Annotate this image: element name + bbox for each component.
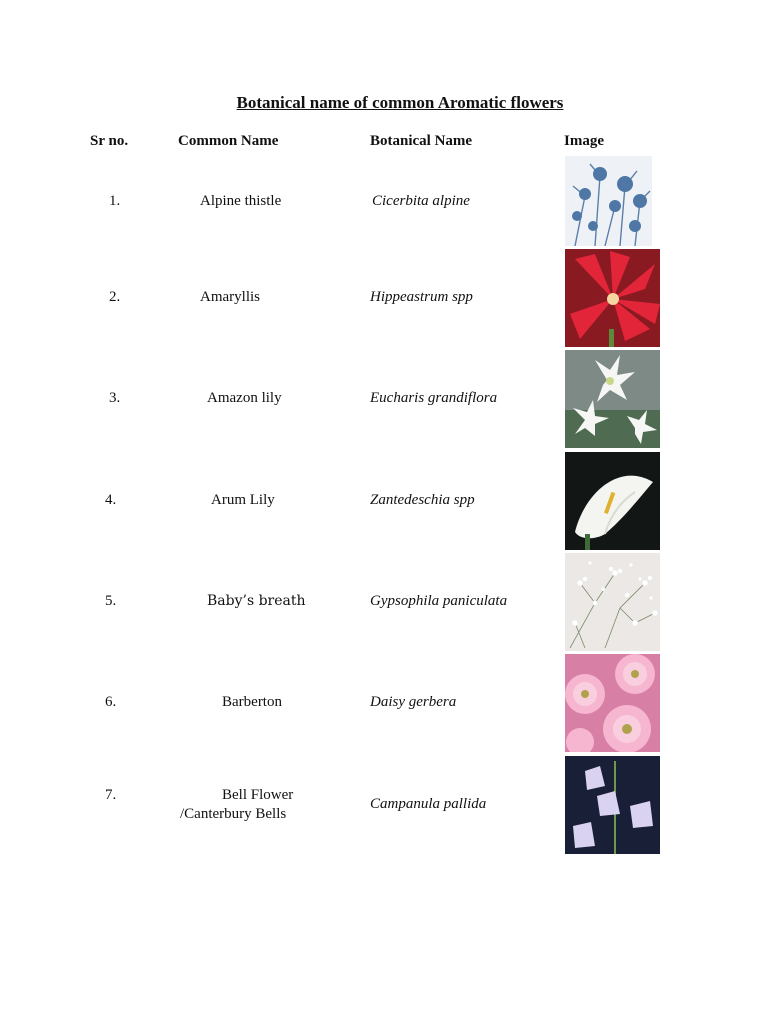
arum-lily-photo [565, 452, 660, 550]
header-sr-no: Sr no. [90, 133, 129, 149]
row-7-common-name-line2: /Canterbury Bells [180, 806, 287, 822]
bellflower-photo [565, 756, 660, 854]
document-title: Botanical name of common Aromatic flowers [236, 93, 564, 112]
row-3-common-name: Amazon lily [207, 390, 282, 406]
row-5-sr: 5. [105, 593, 117, 609]
row-2-sr: 2. [109, 289, 121, 305]
row-6-common-name: Barberton [222, 694, 282, 710]
row-2-common-name: Amaryllis [200, 289, 260, 305]
amazon-lily-photo [565, 350, 660, 448]
row-4-botanical-name: Zantedeschia spp [370, 492, 475, 508]
row-4-common-name: Arum Lily [211, 492, 275, 508]
row-3-sr: 3. [109, 390, 121, 406]
row-2-botanical-name: Hippeastrum spp [370, 289, 473, 305]
row-7-sr: 7. [105, 787, 117, 803]
row-5-common-name: Baby’s breath [207, 593, 306, 609]
amaryllis-photo [565, 249, 660, 347]
header-common-name: Common Name [178, 133, 279, 149]
header-image: Image [564, 133, 604, 149]
alpine-thistle-photo [565, 156, 652, 246]
row-6-sr: 6. [105, 694, 117, 710]
babys-breath-photo [565, 553, 660, 651]
row-1-botanical-name: Cicerbita alpine [372, 193, 470, 209]
row-4-sr: 4. [105, 492, 117, 508]
row-3-botanical-name: Eucharis grandiflora [370, 390, 498, 406]
row-1-sr: 1. [109, 193, 121, 209]
gerbera-photo [565, 654, 660, 752]
row-7-botanical-name: Campanula pallida [370, 796, 487, 812]
row-6-botanical-name: Daisy gerbera [370, 694, 457, 710]
row-5-botanical-name: Gypsophila paniculata [370, 593, 508, 609]
row-7-common-name: Bell Flower [222, 787, 294, 803]
header-botanical-name: Botanical Name [370, 133, 473, 149]
row-1-common-name: Alpine thistle [200, 193, 282, 209]
